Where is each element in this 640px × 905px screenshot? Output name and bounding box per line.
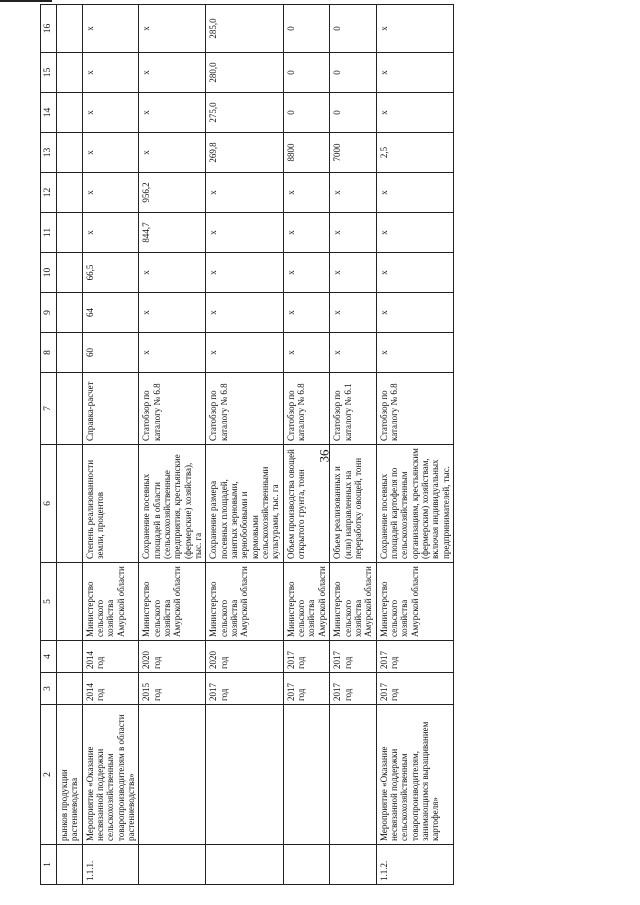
table-cell: x [330, 213, 376, 253]
table-row [330, 5, 376, 885]
table-cell: x [283, 253, 329, 293]
table-cell: x [82, 133, 139, 173]
table-cell: 60 [82, 333, 139, 373]
table-cell: x [139, 293, 206, 333]
table-cell: 1.1.1. [82, 845, 139, 885]
table-cell: 285,0 [206, 5, 283, 53]
table-cell: x [376, 253, 453, 293]
table-cell: 2017 год [330, 641, 376, 673]
table-cell [56, 293, 82, 333]
table-row [376, 5, 453, 885]
table-cell [56, 173, 82, 213]
table-cell: 0 [283, 5, 329, 53]
column-header: 10 [41, 253, 57, 293]
table-cell: 844,7 [139, 213, 206, 253]
table-cell: x [376, 93, 453, 133]
table-cell [56, 373, 82, 445]
column-header: 14 [41, 93, 57, 133]
rotated-table-container [40, 18, 454, 885]
table-cell [283, 705, 329, 845]
column-header: 4 [41, 641, 57, 673]
table-cell: Статобзор по каталогу № 6.1 [330, 373, 376, 445]
table-cell: 0 [330, 5, 376, 53]
top-rule [0, 0, 52, 2]
table-cell: Статобзор по каталогу № 6.8 [283, 373, 329, 445]
table-cell: x [283, 293, 329, 333]
table-cell: x [82, 173, 139, 213]
table-cell: x [376, 53, 453, 93]
table-cell: Степень реализованности земли, процентов [82, 445, 139, 563]
table-cell: x [139, 53, 206, 93]
table-cell [330, 705, 376, 845]
column-header: 5 [41, 563, 57, 641]
column-header: 3 [41, 673, 57, 705]
table-cell: x [139, 333, 206, 373]
table-cell [56, 563, 82, 641]
table-cell: x [376, 5, 453, 53]
table-cell: 269,8 [206, 133, 283, 173]
column-header: 12 [41, 173, 57, 213]
indicator-table [40, 4, 454, 885]
table-cell: Министерство сельского хозяйства Амурской области [330, 563, 376, 641]
table-cell [56, 253, 82, 293]
table-cell: Мероприятие «Оказание несвязанной поддержки сельскохозяйственным товаропроизводителям в области растениеводства» [82, 705, 139, 845]
table-cell: 0 [330, 53, 376, 93]
table-cell: 2017 год [206, 673, 283, 705]
column-header: 6 [41, 445, 57, 563]
table-row [82, 5, 139, 885]
table-cell: 2,5 [376, 133, 453, 173]
table-cell: x [206, 333, 283, 373]
table-row [139, 5, 206, 885]
table-cell [56, 5, 82, 53]
table-cell: 7000 [330, 133, 376, 173]
table-cell: Статобзор по каталогу № 6.8 [376, 373, 453, 445]
table-cell: Министерство сельского хозяйства Амурской области [283, 563, 329, 641]
page-number: 36 [316, 449, 332, 463]
column-header: 7 [41, 373, 57, 445]
table-cell: 280,0 [206, 53, 283, 93]
table-cell: x [82, 213, 139, 253]
table-cell: Мероприятие «Оказание несвязанной поддержки сельскохозяйственным товаропроизводителям, занимающимся выращиванием картофеля» [376, 705, 453, 845]
table-cell: Сохранение посевных площадей в области (сельскохозяйственные предприятия, крестьянские (фермерские) хозяйства), тыс. га [139, 445, 206, 563]
table-cell: 8800 [283, 133, 329, 173]
column-header: 15 [41, 53, 57, 93]
table-cell: Статобзор по каталогу № 6.8 [139, 373, 206, 445]
table-cell: x [139, 93, 206, 133]
table-cell [56, 845, 82, 885]
column-header: 16 [41, 5, 57, 53]
table-cell: x [82, 5, 139, 53]
column-header: 1 [41, 845, 57, 885]
table-cell: x [330, 173, 376, 213]
table-cell: Сохранение размера посевных площадей, занятых зерновыми, зернобобовыми и кормовыми сельскохозяйственными культурами, тыс. га [206, 445, 283, 563]
table-cell: Сохранение посевных площадей картофеля по сельскохозяйственным организациям, крестьянским (фермерским) хозяйствам, включая индивидуальных предпринимателей, тыс. [376, 445, 453, 563]
table-cell: x [82, 93, 139, 133]
column-header: 11 [41, 213, 57, 253]
table-cell [139, 705, 206, 845]
table-cell: 2017 год [376, 673, 453, 705]
table-cell: x [330, 333, 376, 373]
column-header: 2 [41, 705, 57, 845]
column-header: 13 [41, 133, 57, 173]
table-cell: x [82, 53, 139, 93]
table-cell: x [330, 253, 376, 293]
table-cell: x [206, 213, 283, 253]
table-cell: x [139, 253, 206, 293]
table-cell: 956,2 [139, 173, 206, 213]
table-cell: Объем производства овощей открытого грунта, тонн [283, 445, 329, 563]
table-cell: рынков продукции растениеводства [56, 705, 82, 845]
table-cell: Министерство сельского хозяйства Амурской области [139, 563, 206, 641]
table-cell [56, 333, 82, 373]
table-cell: 0 [283, 53, 329, 93]
table-cell: x [283, 333, 329, 373]
table-cell: 2017 год [283, 641, 329, 673]
table-cell: x [376, 333, 453, 373]
table-cell [56, 213, 82, 253]
table-cell: 0 [283, 93, 329, 133]
column-header: 8 [41, 333, 57, 373]
table-cell: Справка-расчет [82, 373, 139, 445]
table-cell: x [376, 293, 453, 333]
header-row [41, 5, 57, 885]
table-cell [56, 53, 82, 93]
table-cell: 2020 год [206, 641, 283, 673]
table-cell: 2015 год [139, 673, 206, 705]
table-cell: x [139, 133, 206, 173]
table-row [56, 5, 82, 885]
table-cell [56, 93, 82, 133]
table-cell [56, 673, 82, 705]
table-cell: Министерство сельского хозяйства Амурской области [206, 563, 283, 641]
table-cell: 2014 год [82, 641, 139, 673]
table-row [206, 5, 283, 885]
table-cell: x [139, 5, 206, 53]
table-cell: x [206, 253, 283, 293]
table-cell: 66,5 [82, 253, 139, 293]
table-cell: x [206, 293, 283, 333]
table-cell: x [283, 213, 329, 253]
table-cell [330, 845, 376, 885]
table-cell: 2020 год [139, 641, 206, 673]
table-cell: Министерство сельского хозяйства Амурской области [376, 563, 453, 641]
table-cell: 0 [330, 93, 376, 133]
table-cell [206, 705, 283, 845]
table-cell: x [330, 293, 376, 333]
table-row [283, 5, 329, 885]
table-cell: x [376, 213, 453, 253]
table-cell: x [283, 173, 329, 213]
table-cell: 2017 год [330, 673, 376, 705]
table-cell: 2017 год [376, 641, 453, 673]
table-cell [56, 445, 82, 563]
table-cell: Министерство сельского хозяйства Амурской области [82, 563, 139, 641]
table-cell: 2017 год [283, 673, 329, 705]
table-cell: Объем реализованных и (или) направленных на переработку овощей, тонн [330, 445, 376, 563]
table-cell: Статобзор по каталогу № 6.8 [206, 373, 283, 445]
table-cell: 275,0 [206, 93, 283, 133]
table-cell: x [206, 173, 283, 213]
table-cell: 1.1.2. [376, 845, 453, 885]
table-cell: 64 [82, 293, 139, 333]
table-cell [56, 133, 82, 173]
table-cell: x [376, 173, 453, 213]
column-header: 9 [41, 293, 57, 333]
table-cell [139, 845, 206, 885]
table-cell: 2014 год [82, 673, 139, 705]
table-cell [56, 641, 82, 673]
table-cell [283, 845, 329, 885]
table-cell [206, 845, 283, 885]
